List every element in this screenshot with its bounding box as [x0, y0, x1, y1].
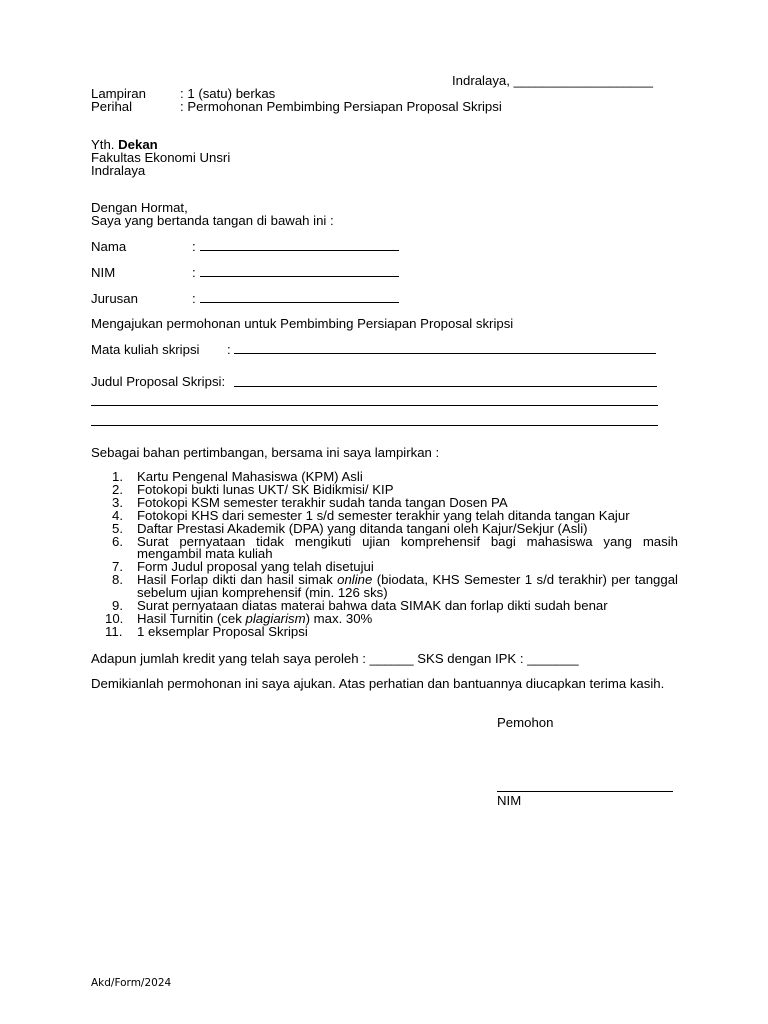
- judul-label: Judul Proposal Skripsi:: [91, 374, 226, 389]
- perihal-label: Perihal: [91, 99, 133, 114]
- signature-nim-label: NIM: [497, 793, 522, 808]
- lampiran-label: Lampiran: [91, 86, 146, 101]
- list-item: 10. Hasil Turnitin (cek plagiarism) max. 30%: [105, 610, 373, 626]
- judul-field-line-2[interactable]: [91, 405, 658, 406]
- recipient-faculty: Fakultas Ekonomi Unsri: [91, 150, 231, 165]
- intro-text: Saya yang bertanda tangan di bawah ini :: [91, 213, 334, 228]
- list-item: 6. Surat pernyataan tidak mengikuti ujian komprehensif bagi mahasiswa yang masih mengambil mata kuliah: [112, 533, 678, 562]
- nama-field-line[interactable]: [200, 250, 399, 251]
- judul-field-line-1[interactable]: [234, 386, 657, 387]
- place-date: Indralaya, ___________________: [452, 73, 653, 88]
- recipient-yth: Yth.: [91, 137, 115, 152]
- form-code: Akd/Form/2024: [91, 977, 172, 989]
- nama-label: Nama: [91, 239, 127, 254]
- attachments-intro: Sebagai bahan pertimbangan, bersama ini saya lampirkan :: [91, 445, 440, 460]
- credits-line: Adapun jumlah kredit yang telah saya peroleh : ______ SKS dengan IPK : _______: [91, 651, 579, 666]
- nim-field-line[interactable]: [200, 276, 399, 277]
- nim-colon: :: [192, 265, 196, 280]
- perihal-value: : Permohonan Pembimbing Persiapan Proposal Skripsi: [180, 99, 502, 114]
- list-item: 5. Daftar Prestasi Akademik (DPA) yang ditanda tangani oleh Kajur/Sekjur (Asli): [112, 520, 588, 536]
- recipient-city: Indralaya: [91, 163, 146, 178]
- jurusan-colon: :: [192, 291, 196, 306]
- list-item: 9. Surat pernyataan diatas materai bahwa data SIMAK dan forlap dikti sudah benar: [112, 598, 608, 614]
- list-item: 2. Fotokopi bukti lunas UKT/ SK Bidikmisi/ KIP: [112, 481, 394, 497]
- request-statement: Mengajukan permohonan untuk Pembimbing Persiapan Proposal skripsi: [91, 316, 514, 331]
- nama-colon: :: [192, 239, 196, 254]
- signature-label: Pemohon: [497, 715, 554, 730]
- recipient-title: Dekan: [118, 137, 158, 152]
- list-item: 4. Fotokopi KHS dari semester 1 s/d semester terakhir yang telah ditanda tangan Kajur: [112, 507, 630, 523]
- list-item: 11. 1 eksemplar Proposal Skripsi: [105, 623, 308, 639]
- matkul-label: Mata kuliah skripsi: [91, 342, 200, 357]
- list-item: 3. Fotokopi KSM semester terakhir sudah tanda tangan Dosen PA: [112, 494, 508, 510]
- jurusan-field-line[interactable]: [200, 302, 399, 303]
- matkul-colon: :: [227, 342, 231, 357]
- greeting: Dengan Hormat,: [91, 200, 188, 215]
- list-item: 7. Form Judul proposal yang telah disetujui: [112, 559, 374, 575]
- attachments-list: [105, 469, 678, 639]
- matkul-field-line[interactable]: [234, 353, 656, 354]
- signature-line[interactable]: [497, 791, 673, 792]
- judul-field-line-3[interactable]: [91, 425, 658, 426]
- list-item: 8. Hasil Forlap dikti dan hasil simak online (biodata, KHS Semester 1 s/d terakhir) per tanggal sebelum ujian komprehensif (min. 126 sks): [112, 572, 678, 601]
- lampiran-value: : 1 (satu) berkas: [180, 86, 276, 101]
- closing-text: Demikianlah permohonan ini saya ajukan. Atas perhatian dan bantuannya diucapkan terima kasih.: [91, 676, 665, 691]
- jurusan-label: Jurusan: [91, 291, 138, 306]
- list-item: 1. Kartu Pengenal Mahasiswa (KPM) Asli: [112, 469, 363, 484]
- nim-label: NIM: [91, 265, 116, 280]
